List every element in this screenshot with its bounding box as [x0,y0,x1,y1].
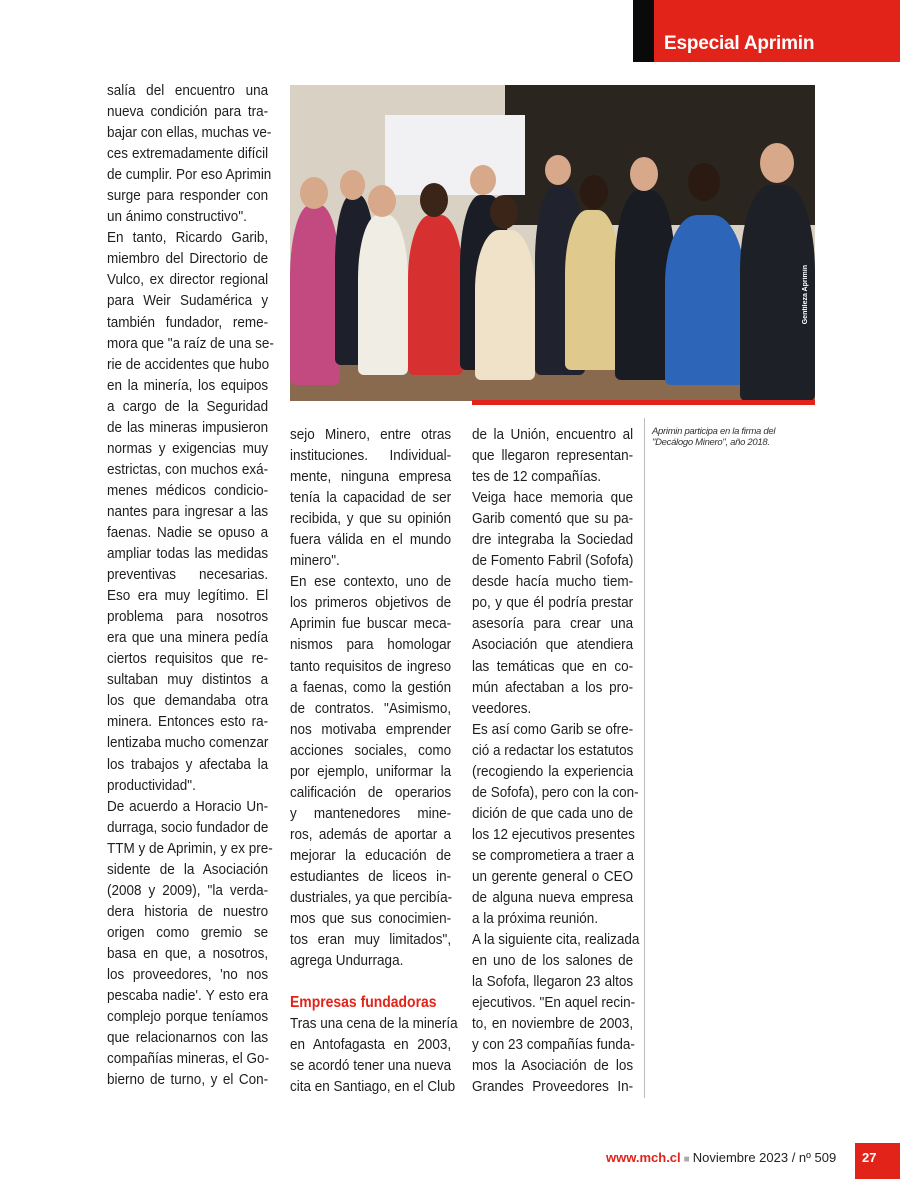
text-line: nismos para homologar [290,636,452,654]
text-line: tanto requisitos de ingreso [290,657,452,675]
text-line: Asociación que atendiera [472,636,634,654]
text-line: productividad". [107,776,196,794]
text-column-3 [472,424,640,1098]
text-line: los que demandaba otra [107,692,269,710]
text-line: nos motivaba emprender [290,720,452,738]
text-line: TTM y de Aprimin, y ex pre- [107,839,273,857]
text-line: se comprometiera a traer a [472,846,635,864]
text-line: normas y exigencias muy [107,439,269,457]
text-line: Es así como Garib se ofre- [472,720,634,738]
section-heading: Empresas fundadoras [290,994,437,1012]
text-line: (2008 y 2009), "la verda- [107,881,269,899]
text-line: origen como gremio se [107,923,269,941]
banner [385,115,525,195]
text-line: faenas. Nadie se opuso a [107,523,269,541]
text-line: y con 23 compañías funda- [472,1036,635,1054]
website-link[interactable]: www.mch.cl [606,1150,681,1165]
text-line: complejo porque teníamos [107,1008,269,1026]
text-line: que relacionarnos con las [107,1029,269,1047]
text-line: dición de que cada uno de [472,804,634,822]
text-line: instituciones. Individual- [290,447,452,465]
text-line: surge para responder con [107,187,269,205]
text-line: los trabajos y afectaba la [107,755,269,773]
text-line: un ánimo constructivo". [107,208,247,226]
text-line: basa en que, a nosotros, [107,944,269,962]
text-line: Vulco, ex director regional [107,271,269,289]
text-line: de contratos. "Asimismo, [290,699,452,717]
text-line: calificación de operarios [290,783,452,801]
text-line: en uno de los salones de [472,952,634,970]
text-line: nueva condición para tra- [107,103,269,121]
page-number-box [855,1143,900,1179]
text-line: bierno de turno, y el Con- [107,1071,269,1089]
text-line: de la Unión, encuentro al [472,426,634,443]
issue-info: Noviembre 2023 / nº 509 [692,1150,837,1165]
text-line: En tanto, Ricardo Garib, [107,229,269,247]
text-line: desde hacía mucho tiem- [472,573,634,591]
text-line: miembro del Directorio de [107,250,269,268]
text-line: En ese contexto, uno de [290,573,452,591]
text-line: Eso era muy legítimo. El [107,587,269,605]
text-line: durraga, socio fundador de [107,818,269,836]
text-column-1 [107,80,274,1090]
text-line: sidente de la Asociación [107,860,269,878]
photo-accent-line [472,400,815,405]
text-line: dera historia de nuestro [107,902,269,920]
section-title: Especial Aprimin [664,33,815,54]
text-line: fuera válida en el mundo [290,531,452,549]
text-line: los 12 ejecutivos presentes [472,825,635,843]
text-line: Aprimin fue buscar meca- [290,615,452,633]
text-line: en la minería, los equipos [107,376,269,394]
text-line: de las mineras impusieron [107,418,269,436]
photo-credit: Gentileza Aprimin [802,265,809,325]
text-line: Grandes Proveedores In- [472,1078,634,1096]
text-line: nantes para ingresar a las [107,502,269,520]
text-line: de Fomento Fabril (Sofofa) [472,552,634,570]
text-line: ampliar todas las medidas [107,545,269,563]
text-line: dustriales, ya que percibía- [290,889,453,907]
text-line: minera. Entonces esto ra- [107,713,269,731]
text-line: minero". [290,552,340,570]
text-line: a faenas, como la gestión [290,678,452,696]
text-line: cita en Santiago, en el Club [290,1078,456,1096]
text-line: se acordó tener una nueva [290,1057,452,1075]
text-line: acciones sociales, como [290,741,452,759]
text-line [290,971,451,992]
text-line: ció a redactar los estatutos [472,741,634,759]
text-line: para Weir Sudamérica y [107,292,269,310]
text-line: por ejemplo, uniformar la [290,762,452,780]
text-line: Veiga hace memoria que [472,489,634,507]
text-line: tenía la capacidad de ser [290,489,452,507]
text-line: ejecutivos. "En aquel recin- [472,994,636,1012]
text-line: a la próxima reunión. [472,910,599,928]
text-line: los primeros objetivos de [290,594,452,612]
text-line: bajar con ellas, muchas ve- [107,124,272,142]
photo-caption: Aprimin participa en la firma del "Decálogo Minero", año 2018. [652,426,776,448]
text-line: mora que "a raíz de una se- [107,334,274,352]
text-line: dre integraba la Sociedad [472,531,634,549]
text-line: agrega Undurraga. [290,952,404,970]
text-line: menes médicos condicio- [107,481,269,499]
text-line: las temáticas que en co- [472,657,634,675]
text-line: los proveedores, 'no nos [107,965,269,983]
event-photo [290,85,815,401]
text-line: tos eran muy limitados", [290,931,452,949]
text-line: ces extremadamente difícil [107,145,269,163]
text-line: De acuerdo a Horacio Un- [107,797,269,815]
text-line: Tras una cena de la minería [290,1015,458,1033]
text-line: a cargo de la Seguridad [107,397,269,415]
text-line: mejorar la educación de [290,846,452,864]
page-number: 27 [862,1150,877,1165]
text-line: preventivas necesarias. [107,566,269,584]
text-line: mos que sus conocimien- [290,910,452,928]
text-line: veedores. [472,699,532,717]
text-line: salía del encuentro una [107,82,269,99]
text-line: compañías mineras, el Go- [107,1050,270,1068]
text-line: to, en noviembre de 2003, [472,1015,634,1033]
text-line: y mantenedores mine- [290,804,452,822]
text-line: recibida, y que su opinión [290,510,452,528]
caption-divider [644,418,645,1098]
text-line: era que una minera pedía [107,629,269,647]
text-line: un gerente general o CEO [472,867,634,885]
text-line: rie de accidentes que hubo [107,355,270,373]
text-line: tes de 12 compañías. [472,468,602,486]
text-line: de cumplir. Por eso Aprimin [107,166,272,184]
text-line: la Sofofa, llegaron 23 altos [472,973,634,991]
text-line: estudiantes de liceos in- [290,867,452,885]
text-line: también fundador, reme- [107,313,269,331]
text-line: po, y que él podría prestar [472,594,634,612]
text-line: mos la Asociación de los [472,1057,634,1075]
footer [606,1150,836,1165]
text-line: problema para nosotros [107,608,269,626]
text-line: que llegaron representan- [472,447,634,465]
text-column-2 [290,424,458,1097]
text-line: ciertos requisitos que re- [107,650,269,668]
text-line: en Antofagasta en 2003, [290,1036,452,1054]
text-line: estrictas, con muchos exá- [107,460,269,478]
text-line: mente, ninguna empresa [290,468,452,486]
text-line: de Sofofa), pero con la con- [472,783,639,801]
text-line: de alguna nueva empresa [472,889,634,907]
text-line: sejo Minero, entre otras [290,426,452,443]
text-line: mún afectaban a los pro- [472,678,634,696]
text-line: sultaban muy distintos a [107,671,269,689]
text-line: lentizaba mucho comenzar [107,734,269,752]
text-line: asesoría para crear una [472,615,634,633]
text-line: (recogiendo la experiencia [472,762,634,780]
text-line: A la siguiente cita, realizada [472,931,640,949]
text-line: ros, además de aportar a [290,825,452,843]
text-line: pescaba nadie'. Y esto era [107,987,269,1005]
separator-dot: ■ [683,1154,690,1165]
header-black-bar [633,0,654,62]
text-line: Garib comentó que su pa- [472,510,634,528]
